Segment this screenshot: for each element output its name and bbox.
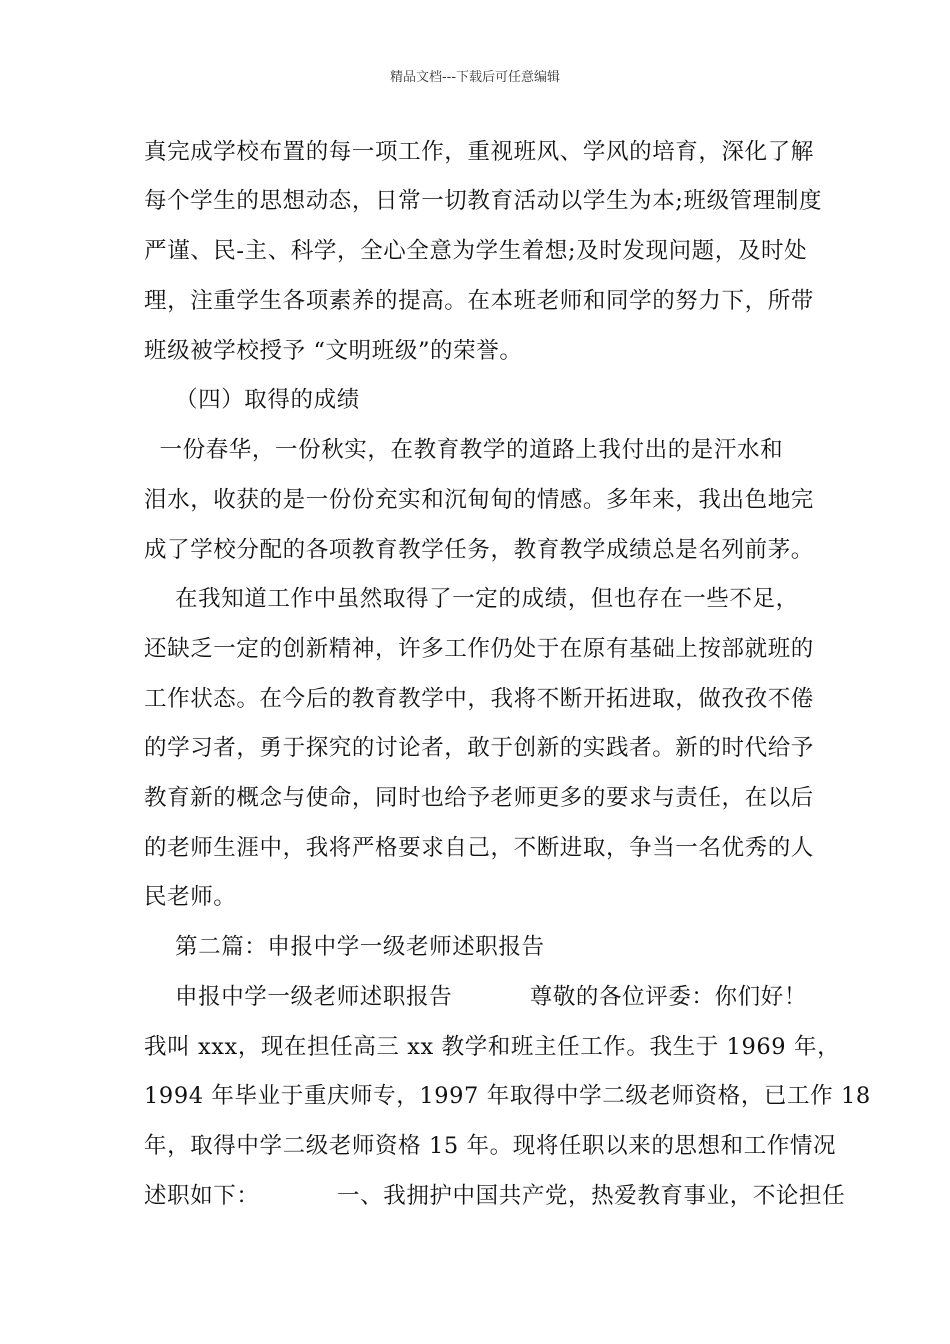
- paragraph-line: 申报中学一级老师述职报告 尊敬的各位评委：你们好！: [144, 984, 807, 1010]
- paragraph-line: 严谨、民-主、科学，全心全意为学生着想;及时发现问题，及时处: [144, 238, 808, 264]
- paragraph-line: 的老师生涯中，我将严格要求自己，不断进取，争当一名优秀的人: [144, 835, 814, 861]
- paragraph-line: 理，注重学生各项素养的提高。在本班老师和同学的努力下，所带: [144, 288, 814, 314]
- paragraph-line: 班级被学校授予 “文明班级”的荣誉。: [144, 338, 523, 364]
- section-heading: （四）取得的成绩: [144, 387, 360, 413]
- paragraph-line: 民老师。: [144, 884, 237, 910]
- paragraph-line: 泪水，收获的是一份份充实和沉甸甸的情感。多年来，我出色地完: [144, 487, 814, 513]
- paragraph-line: 成了学校分配的各项教育教学任务，教育教学成绩总是名列前茅。: [144, 537, 814, 563]
- paragraph-line: 一份春华，一份秋实，在教育教学的道路上我付出的是汗水和: [144, 437, 784, 463]
- paragraph-line: 的学习者，勇于探究的讨论者，敢于创新的实践者。新的时代给予: [144, 735, 814, 761]
- paragraph-line: 我叫 xxx，现在担任高三 xx 教学和班主任工作。我生于 1969 年，: [144, 1034, 841, 1060]
- paragraph-line: 教育新的概念与使命，同时也给予老师更多的要求与责任，在以后: [144, 785, 814, 811]
- paragraph-line: 年，取得中学二级老师资格 15 年。现将任职以来的思想和工作情况: [144, 1133, 837, 1159]
- paragraph-line: 真完成学校布置的每一项工作，重视班风、学风的培育，深化了解: [144, 139, 814, 165]
- page-header: 精品文档---下载后可任意编辑: [389, 70, 561, 85]
- paragraph-line: 每个学生的思想动态，日常一切教育活动以学生为本;班级管理制度: [144, 188, 823, 214]
- paragraph-line: 还缺乏一定的创新精神，许多工作仍处于在原有基础上按部就班的: [144, 636, 814, 662]
- paragraph-line: 述职如下： 一、我拥护中国共产党，热爱教育事业，不论担任: [144, 1183, 846, 1209]
- paragraph-line: 工作状态。在今后的教育教学中，我将不断开拓进取，做孜孜不倦: [144, 686, 814, 712]
- section-heading: 第二篇：申报中学一级老师述职报告: [144, 934, 545, 960]
- paragraph-line: 在我知道工作中虽然取得了一定的成绩，但也存在一些不足，: [144, 586, 799, 612]
- paragraph-line: 1994 年毕业于重庆师专，1997 年取得中学二级老师资格，已工作 18: [144, 1083, 871, 1109]
